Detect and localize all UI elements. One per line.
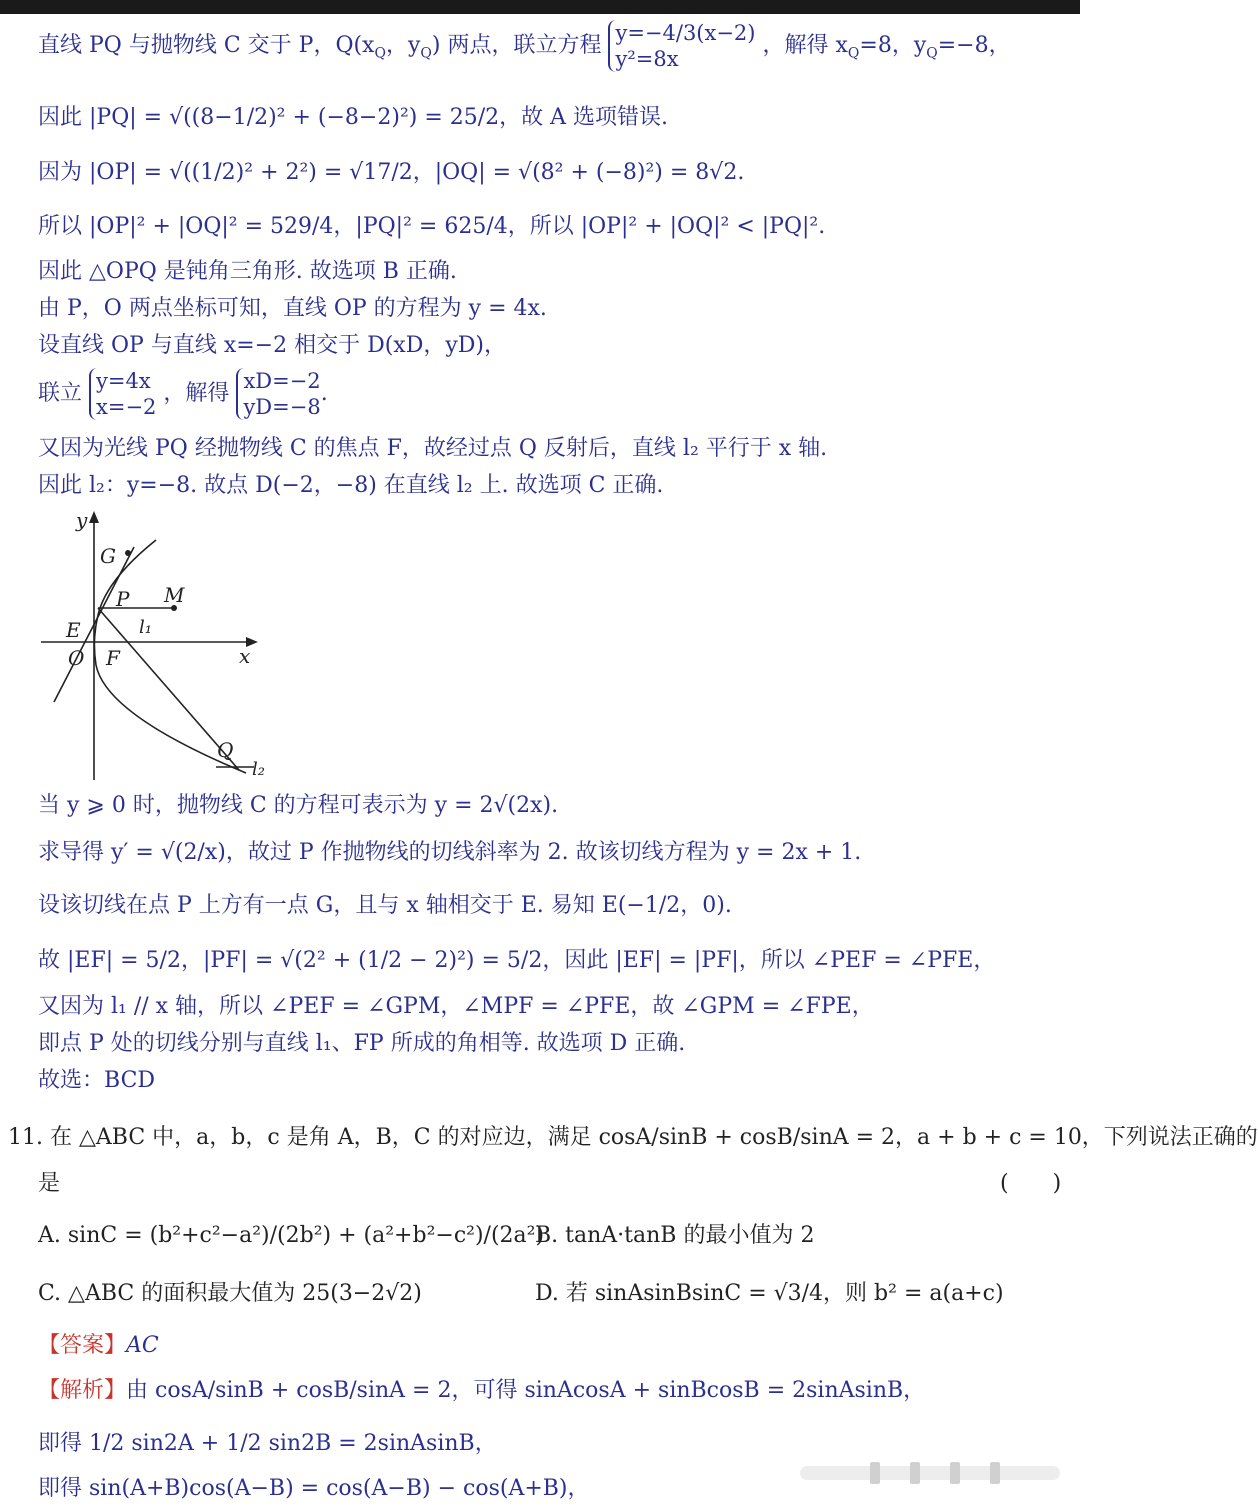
label-q: Q — [217, 738, 234, 762]
solution-line-17: 故选：BCD — [38, 1068, 156, 1093]
question-11-stem: 11. 在 △ABC 中，a，b，c 是角 A，B，C 的对应边，满足 cosA/sinB + cosB/sinA = 2，a + b + c = 10，下列说法正确的 — [8, 1125, 1258, 1150]
y-axis-arrow — [89, 511, 99, 523]
analysis-tag: 【解析】 — [38, 1378, 127, 1403]
scroll-overlay-icon[interactable] — [800, 1458, 1062, 1488]
option-c: C. △ABC 的面积最大值为 25(3−2√2) — [38, 1281, 422, 1306]
answer-tag: 【答案】 — [38, 1333, 127, 1358]
solution-line-11: 当 y ⩾ 0 时，抛物线 C 的方程可表示为 y = 2√(2x). — [38, 793, 559, 818]
parabola-figure — [36, 505, 276, 790]
label-l1: l₁ — [139, 617, 152, 638]
label-l2: l₂ — [252, 759, 265, 780]
solution-line-6: 由 P，O 两点坐标可知，直线 OP 的方程为 y = 4x. — [38, 296, 547, 321]
question-11-stem-cont: 是 — [38, 1171, 61, 1196]
solution-line-10: 因此 l₂：y=−8. 故点 D(−2，−8) 在直线 l₂ 上. 故选项 C 正确. — [38, 473, 664, 498]
equation-system-2: y=4x x=−2 — [89, 368, 156, 420]
label-x: x — [239, 644, 251, 668]
solution-line-2: 因此 |PQ| = √((8−1/2)² + (−8−2)²) = 25/2，故 A 选项错误. — [38, 105, 669, 130]
answer-parentheses: ( ) — [1000, 1171, 1062, 1196]
solution-line-7: 设直线 OP 与直线 x=−2 相交于 D(xD，yD)， — [38, 333, 506, 358]
point-g — [125, 550, 131, 556]
option-b: B. tanA·tanB 的最小值为 2 — [535, 1223, 815, 1248]
label-o: O — [68, 646, 85, 670]
solution-line-14: 故 |EF| = 5/2，|PF| = √(2² + (1/2 − 2)²) = 5/2，因此 |EF| = |PF|，所以 ∠PEF = ∠PFE， — [38, 948, 996, 973]
label-e: E — [66, 618, 81, 642]
solution-line-15: 又因为 l₁ // x 轴，所以 ∠PEF = ∠GPM，∠MPF = ∠PFE，故 ∠GPM = ∠FPE， — [38, 994, 874, 1019]
solution-line-3: 因为 |OP| = √((1/2)² + 2²) = √17/2，|OQ| = √(8² + (−8)²) = 8√2. — [38, 160, 745, 185]
solution-line-16: 即点 P 处的切线分别与直线 l₁、FP 所成的角相等. 故选项 D 正确. — [38, 1031, 686, 1056]
analysis-line-3: 即得 sin(A+B)cos(A−B) = cos(A−B) − cos(A+B)， — [38, 1476, 590, 1501]
option-d: D. 若 sinAsinBsinC = √3/4，则 b² = a(a+c) — [535, 1281, 1004, 1306]
solution-line-4: 所以 |OP|² + |OQ|² = 529/4，|PQ|² = 625/4，所以 |OP|² + |OQ|² < |PQ|². — [38, 214, 826, 239]
label-g: G — [100, 544, 116, 568]
label-m: M — [164, 583, 185, 607]
solution-line-13: 设该切线在点 P 上方有一点 G，且与 x 轴相交于 E. 易知 E(−1/2，0). — [38, 893, 732, 918]
solution-line-12: 求导得 y′ = √(2/x)，故过 P 作抛物线的切线斜率为 2. 故该切线方程为 y = 2x + 1. — [38, 840, 862, 865]
label-y: y — [76, 508, 88, 532]
label-f: F — [106, 646, 120, 670]
equation-system-1: y=−4/3(x−2) y²=8x — [608, 20, 755, 72]
answer-line — [38, 1331, 159, 1361]
label-p: P — [116, 587, 130, 611]
analysis-line-2: 即得 1/2 sin2A + 1/2 sin2B = 2sinAsinB， — [38, 1431, 497, 1456]
analysis-line-1: 【解析】由 cosA/sinB + cosB/sinA = 2，可得 sinAcosA + sinBcosB = 2sinAsinB， — [38, 1378, 926, 1403]
solution-line-9: 又因为光线 PQ 经抛物线 C 的焦点 F，故经过点 Q 反射后，直线 l₂ 平行于 x 轴. — [38, 436, 828, 461]
solution-line-8: 联立 y=4x x=−2 ，解得 xD=−2 yD=−8 . — [38, 369, 328, 419]
solution-line-5: 因此 △OPQ 是钝角三角形. 故选项 B 正确. — [38, 259, 457, 284]
solution-line-1: 直线 PQ 与抛物线 C 交于 P，$Q(x_Q$，$y_Q$) 两点，联立方程 y=−4/3(x−2) y²=8x ，解得 $x_Q=8$，$y_Q=-8$， — [38, 21, 1011, 71]
option-a: A. sinC = (b²+c²−a²)/(2b²) + (a²+b²−c²)/(2a²) — [38, 1223, 545, 1248]
equation-system-3: xD=−2 yD=−8 — [236, 368, 320, 420]
answer-value: AC — [126, 1333, 159, 1358]
top-status-bar — [0, 0, 1080, 14]
